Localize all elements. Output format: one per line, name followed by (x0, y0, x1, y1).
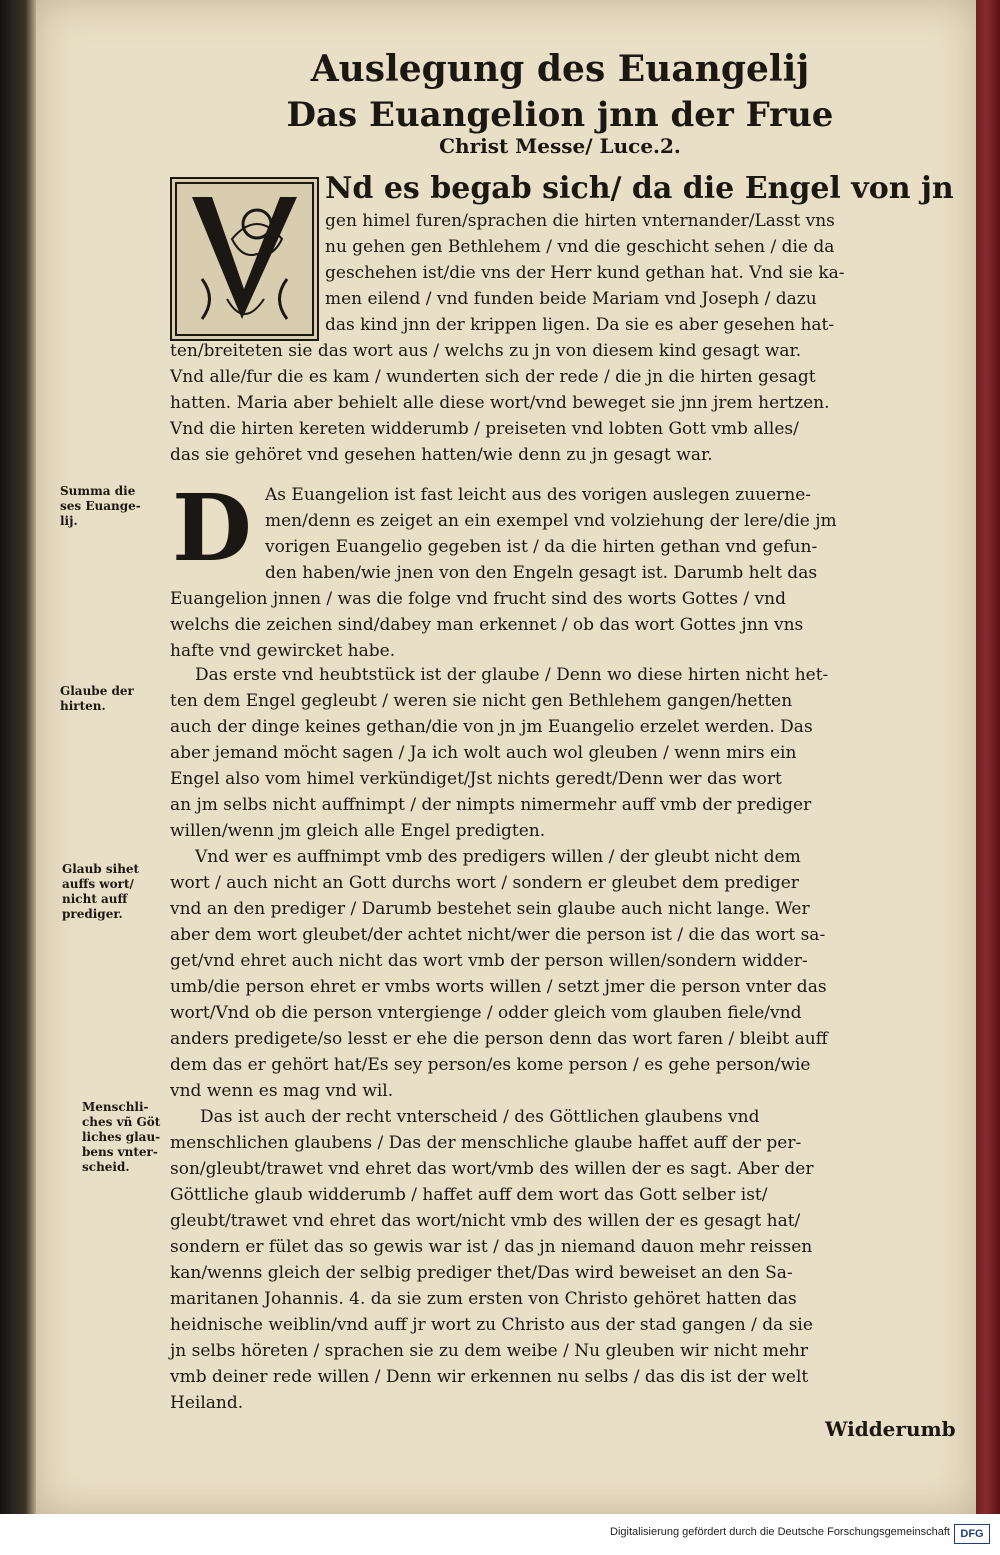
margin-note (60, 684, 134, 714)
text-line: Heiland. (170, 1393, 244, 1413)
margin-note-line: prediger. (62, 907, 123, 921)
page-edge (0, 0, 36, 1514)
text-line: heidnische weiblin/vnd auff jr wort zu Christo aus der stad gangen / da sie (170, 1315, 813, 1335)
text-line: kan/wenns gleich der selbig prediger thet/Das wird beweiset an den Sa- (170, 1263, 793, 1283)
text-line: aber dem wort gleubet/der achtet nicht/wer die person ist / die das wort sa- (170, 925, 826, 945)
margin-note-line: liches glau- (82, 1130, 161, 1144)
footer-bar (0, 1514, 1000, 1555)
margin-note (82, 1100, 160, 1175)
text-line: vnd an den prediger / Darumb bestehet sein glaube auch nicht lange. Wer (170, 899, 810, 919)
heading-line-2: Das Euangelion jnn der Frue (286, 95, 834, 135)
text-line: das kind jnn der krippen ligen. Da sie es aber gesehen hat- (325, 315, 835, 335)
text-line: Vnd wer es auffnimpt vmb des predigers willen / der gleubt nicht dem (195, 847, 801, 867)
text-line: gen himel furen/sprachen die hirten vnternander/Lasst vns (325, 211, 835, 231)
heading-line-3: Christ Messe/ Luce.2. (439, 134, 681, 158)
text-line: anders predigete/so lesst er ehe die person denn das wort faren / bleibt auff (170, 1029, 828, 1049)
margin-note-line: lij. (60, 514, 78, 528)
text-line: vorigen Euangelio gegeben ist / da die hirten gethan vnd gefun- (265, 537, 818, 557)
text-line: sondern er fület das so gewis war ist / das jn niemand dauon mehr reissen (170, 1237, 813, 1257)
margin-note-line: Glaub sihet (62, 862, 140, 876)
text-line: das sie gehöret vnd gesehen hatten/wie denn zu jn gesagt war. (170, 445, 713, 465)
initial-letter-d: D (172, 474, 252, 582)
decorated-initial-v (170, 177, 319, 341)
text-line: vnd wenn es mag vnd wil. (170, 1081, 394, 1101)
text-line: hatten. Maria aber behielt alle diese wort/vnd beweget sie jnn jrem hertzen. (170, 393, 830, 413)
text-line: Vnd die hirten kereten widderumb / preiseten vnd lobten Gott vmb alles/ (170, 419, 799, 439)
margin-note-line: Menschli- (82, 1100, 149, 1114)
text-line: nu gehen gen Bethlehem / vnd die geschicht sehen / die da (325, 237, 835, 257)
book-binding (976, 0, 1000, 1514)
text-line: men/denn es zeiget an ein exempel vnd volziehung der lere/die jm (265, 511, 837, 531)
dfg-logo: DFG (954, 1524, 990, 1544)
text-line: maritanen Johannis. 4. da sie zum ersten von Christo gehöret hatten das (170, 1289, 797, 1309)
text-line: son/gleubt/trawet vnd ehret das wort/vmb des willen der es sagt. Aber der (170, 1159, 814, 1179)
text-line: aber jemand möcht sagen / Ja ich wolt auch wol gleuben / wenn mirs ein (170, 743, 797, 763)
text-line: geschehen ist/die vns der Herr kund gethan hat. Vnd sie ka- (325, 263, 845, 283)
text-line: den haben/wie jnen von den Engeln gesagt ist. Darumb helt das (265, 563, 818, 583)
text-line: an jm selbs nicht auffnimpt / der nimpts nimermehr auff vmb der prediger (170, 795, 812, 815)
text-line: Das ist auch der recht vnterscheid / des Göttlichen glaubens vnd (200, 1107, 760, 1127)
text-line: vmb deiner rede willen / Denn wir erkennen nu selbs / das dis ist der welt (170, 1367, 809, 1387)
text-line: Engel also vom himel verkündiget/Jst nichts geredt/Denn wer das wort (170, 769, 782, 789)
text-line: ten dem Engel gegleubt / weren sie nicht gen Bethlehem gangen/hetten (170, 691, 793, 711)
margin-note-line: bens vnter- (82, 1145, 158, 1159)
margin-note-line: Summa die (60, 484, 136, 498)
margin-note-line: auffs wort/ (62, 877, 134, 891)
text-line: wort/Vnd ob die person vntergienge / odder gleich vom glauben fiele/vnd (170, 1003, 802, 1023)
text-line: Vnd alle/fur die es kam / wunderten sich der rede / die jn die hirten gesagt (170, 367, 816, 387)
text-line: Das erste vnd heubtstück ist der glaube / Denn wo diese hirten nicht het- (195, 665, 829, 685)
footer-credit: Digitalisierung gefördert durch die Deutsche Forschungsgemeinschaft (610, 1526, 950, 1538)
text-line: dem das er gehört hat/Es sey person/es kome person / es gehe person/wie (170, 1055, 811, 1075)
margin-note-line: nicht auff (62, 892, 128, 906)
text-line: Göttliche glaub widderumb / haffet auff dem wort das Gott selber ist/ (170, 1185, 768, 1205)
ornament-illustration (172, 179, 317, 339)
text-line: As Euangelion ist fast leicht aus des vorigen auslegen zuuerne- (265, 485, 812, 505)
margin-note-line: scheid. (82, 1160, 130, 1174)
text-line: hafte vnd gewircket habe. (170, 641, 396, 661)
text-line: get/vnd ehret auch nicht das wort vmb der person willen/sondern widder- (170, 951, 808, 971)
text-line: gleubt/trawet vnd ehret das wort/nicht vmb des willen der es gesagt hat/ (170, 1211, 801, 1231)
text-line: ten/breiteten sie das wort aus / welchs zu jn von diesem kind gesagt war. (170, 341, 802, 361)
margin-note-line: Glaube der (60, 684, 134, 698)
text-line: welchs die zeichen sind/dabey man erkennet / ob das wort Gottes jnn vns (170, 615, 804, 635)
margin-note (62, 862, 139, 922)
heading-line-1: Auslegung des Euangelij (310, 48, 810, 90)
catchword: Widderumb (825, 1417, 956, 1441)
margin-note (60, 484, 141, 529)
margin-note-line: ches vñ Göt (82, 1115, 161, 1129)
text-line: Nd es begab sich/ da die Engel von jn (325, 171, 954, 206)
text-line: menschlichen glaubens / Das der menschliche glaube haffet auff der per- (170, 1133, 802, 1153)
text-line: willen/wenn jm gleich alle Engel predigten. (170, 821, 546, 841)
text-line: men eilend / vnd funden beide Mariam vnd Joseph / dazu (325, 289, 817, 309)
margin-note-line: ses Euange- (60, 499, 141, 513)
text-line: auch der dinge keines gethan/die von jn jm Euangelio erzelet werden. Das (170, 717, 813, 737)
text-line: jn selbs höreten / sprachen sie zu dem weibe / Nu gleuben wir nicht mehr (170, 1341, 808, 1361)
text-line: Euangelion jnnen / was die folge vnd frucht sind des worts Gottes / vnd (170, 589, 786, 609)
text-line: umb/die person ehret er vmbs worts willen / setzt jmer die person vnter das (170, 977, 827, 997)
text-line: wort / auch nicht an Gott durchs wort / sondern er gleubet dem prediger (170, 873, 799, 893)
margin-note-line: hirten. (60, 699, 106, 713)
